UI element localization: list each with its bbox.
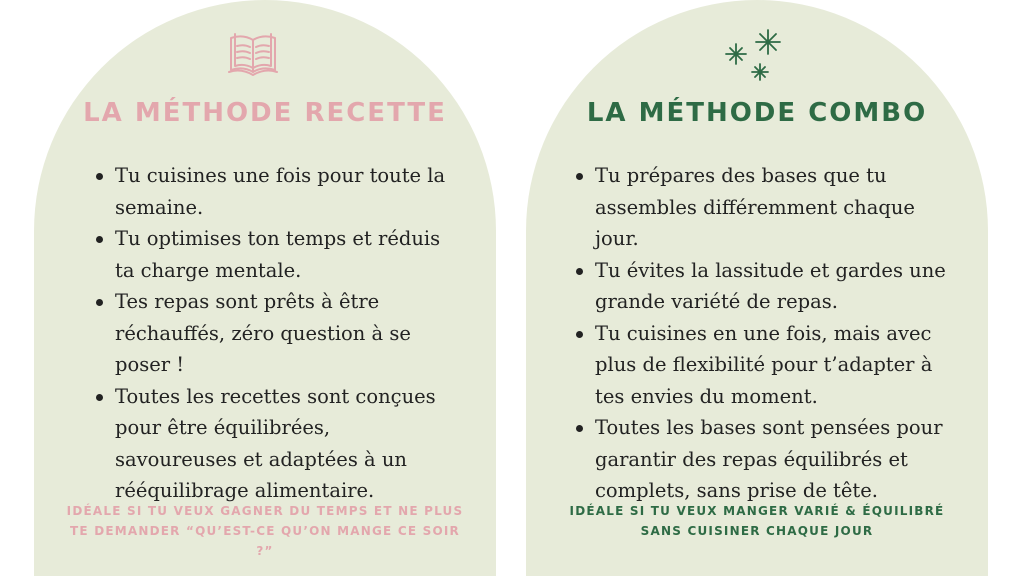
open-book-icon [225,26,281,82]
list-item: Tu prépares des bases que tu assembles différemment chaque jour. [576,160,946,255]
sparkles-icon [722,26,788,86]
list-item: Tu cuisines en une fois, mais avec plus de flexibilité pour t’adapter à tes envies du moment. [576,318,946,413]
card-title: LA MÉTHODE RECETTE [83,98,447,128]
list-item: Tu évites la lassitude et gardes une grande variété de repas. [576,255,946,318]
card-title: LA MÉTHODE COMBO [586,98,928,128]
list-item: Tes repas sont prêts à être réchauffés, zéro question à se poser ! [96,286,456,381]
list-item: Toutes les recettes sont conçues pour être équilibrées, savoureuses et adaptées à un rééquilibrage alimentaire. [96,381,456,507]
list-item: Tu cuisines une fois pour toute la semaine. [96,160,456,223]
card-methode-combo [526,0,988,576]
list-item: Tu optimises ton temps et réduis ta charge mentale. [96,223,456,286]
list-item: Toutes les bases sont pensées pour garantir des repas équilibrés et complets, sans prise de tête. [576,412,946,507]
benefit-list [576,160,946,507]
card-tagline: IDÉALE SI TU VEUX MANGER VARIÉ & ÉQUILIBRÉ SANS CUISINER CHAQUE JOUR [569,504,945,538]
card-tagline: IDÉALE SI TU VEUX GAGNER DU TEMPS ET NE PLUS TE DEMANDER “QU’EST-CE QU’ON MANGE CE SOIR ?” [66,504,464,558]
benefit-list [96,160,456,507]
card-methode-recette [34,0,496,576]
